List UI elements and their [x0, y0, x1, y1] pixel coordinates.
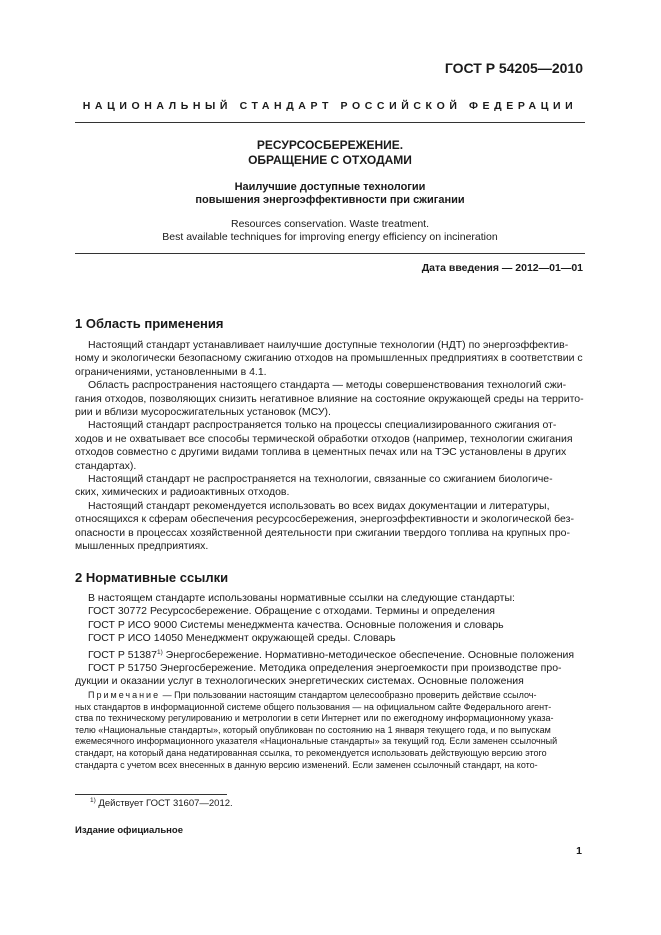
note-line: стандарт, на который дана недатированная ссылка, то рекомендуется использовать действующую версию этого — [75, 747, 547, 758]
introduction-date: Дата введения — 2012—01—01 — [421, 262, 583, 274]
footnote-rule — [75, 794, 227, 795]
note-block — [75, 690, 582, 771]
s1-line: Настоящий стандарт распространяется только на процессы специализированного сжигания от- — [88, 419, 557, 432]
title-line-2: ОБРАЩЕНИЕ С ОТХОДАМИ — [248, 153, 412, 167]
s1-line: мышленных предприятиях. — [75, 540, 209, 553]
s1-line: ограничениями, установленными в 4.1. — [75, 365, 267, 378]
s1-line: опасности в процессах хозяйственной деятельности при сжигании твердого топлива на крупных про- — [75, 526, 570, 539]
national-standard-banner: НАЦИОНАЛЬНЫЙ СТАНДАРТ РОССИЙСКОЙ ФЕДЕРАЦИИ — [82, 100, 578, 112]
title-line-1: РЕСУРСОСБЕРЕЖЕНИЕ. — [256, 138, 404, 152]
s1-line: отходов совместно с другими видами топлива в цементных печах или на ТЭС установлены в других — [75, 446, 567, 459]
footnote — [75, 797, 233, 809]
note-label: Примечание — [88, 690, 161, 700]
subtitle-line-1: Наилучшие доступные технологии — [234, 181, 426, 193]
footnote-text: Действует ГОСТ 31607—2012. — [98, 798, 233, 809]
subtitle-line-2: повышения энергоэффективности при сжигании — [195, 194, 465, 206]
edition-label: Издание официальное — [75, 825, 183, 836]
s1-line: Настоящий стандарт не распространяется на технологии, связанные со сжиганием биологиче- — [88, 473, 553, 486]
s2-line: ГОСТ Р ИСО 9000 Системы менеджмента качества. Основные положения и словарь — [88, 618, 504, 631]
ref-51387: ГОСТ Р 51387 — [88, 648, 157, 661]
section-2-heading: 2 Нормативные ссылки — [75, 570, 229, 585]
s1-line: Настоящий стандарт рекомендуется использовать во всех видах документации и литературы, — [88, 499, 550, 512]
s2-line: ГОСТ Р 51750 Энергосбережение. Методика определения энергоемкости при производстве про- — [88, 662, 562, 675]
s1-line: Область распространения настоящего стандарта — методы совершенствования технологий сжи- — [88, 379, 567, 392]
note-line: ных стандартов в информационной системе общего пользования — на официальном сайте Федерального агент- — [75, 701, 552, 712]
s2-line: В настоящем стандарте использованы нормативные ссылки на следующие стандарты: — [88, 592, 515, 604]
document-number: ГОСТ Р 54205—2010 — [444, 60, 583, 76]
s1-line: стандартах). — [75, 459, 137, 472]
s1-line: Настоящий стандарт устанавливает наилучшие доступные технологии (НДТ) по энергоэффектив- — [88, 339, 569, 351]
s1-line: ному и экологически безопасному сжиганию отходов на промышленных предприятиях в соответствии с — [75, 352, 583, 365]
s1-line: относящихся к сферам обеспечения ресурсосбережения, энергоэффективности и экологической без- — [75, 513, 574, 526]
note-line: стандарта с учетом всех внесенных в данную версию изменений. Если заменен ссылочный стандарт, на кото- — [75, 759, 538, 770]
document-title — [60, 138, 600, 168]
s2-line-ref-51387 — [75, 646, 582, 662]
s2-line: ГОСТ Р ИСО 14050 Менеджмент окружающей среды. Словарь — [88, 632, 396, 645]
section-1-body — [75, 339, 582, 554]
page-number: 1 — [576, 845, 582, 857]
s2-line: ГОСТ 30772 Ресурсосбережение. Обращение с отходами. Термины и определения — [88, 605, 495, 618]
note-line: телю «Национальные стандарты», который опубликован по состоянию на 1 января текущего года, и по выпускам — [75, 724, 551, 735]
english-title-line-1: Resources conservation. Waste treatment. — [230, 218, 430, 230]
title-rule — [75, 253, 585, 254]
s1-line: гания отходов, позволяющих снизить негативное влияние на состояние окружающей среды на террито- — [75, 392, 584, 405]
note-line: ежемесячного информационного указателя «Национальные стандарты» за текущий год. Если заменен ссылочный — [75, 736, 558, 747]
english-title-line-2: Best available techniques for improving energy efficiency on incineration — [162, 231, 498, 243]
ref-51387-title: Энергосбережение. Нормативно-методическое обеспечение. Основные положения — [165, 648, 575, 661]
footnote-ref-marker: 1) — [156, 648, 163, 656]
s1-line: рии и вблизи мусоросжигательных установок (МСУ). — [75, 406, 331, 419]
note-line: — При пользовании настоящим стандартом целесообразно проверить действие ссылоч- — [162, 690, 537, 700]
s1-line: ских, химических и радиоактивных отходов. — [75, 486, 290, 499]
note-first-line — [75, 690, 582, 702]
note-line: ства по техническому регулированию и метрологии в сети Интернет или по ежегодному информационному указа- — [75, 713, 554, 724]
header-rule — [75, 122, 585, 123]
section-1-heading: 1 Область применения — [75, 316, 224, 331]
s2-line: дукции и оказании услуг в технологических энергетических системах. Основные положения — [75, 675, 524, 688]
section-2-body — [75, 592, 582, 689]
footnote-marker: 1) — [90, 797, 96, 804]
s1-line: ходов и не охватывает все способы термической обработки отходов (например, технологии сжигания — [75, 432, 573, 445]
english-title — [60, 218, 600, 244]
document-subtitle — [60, 181, 600, 207]
